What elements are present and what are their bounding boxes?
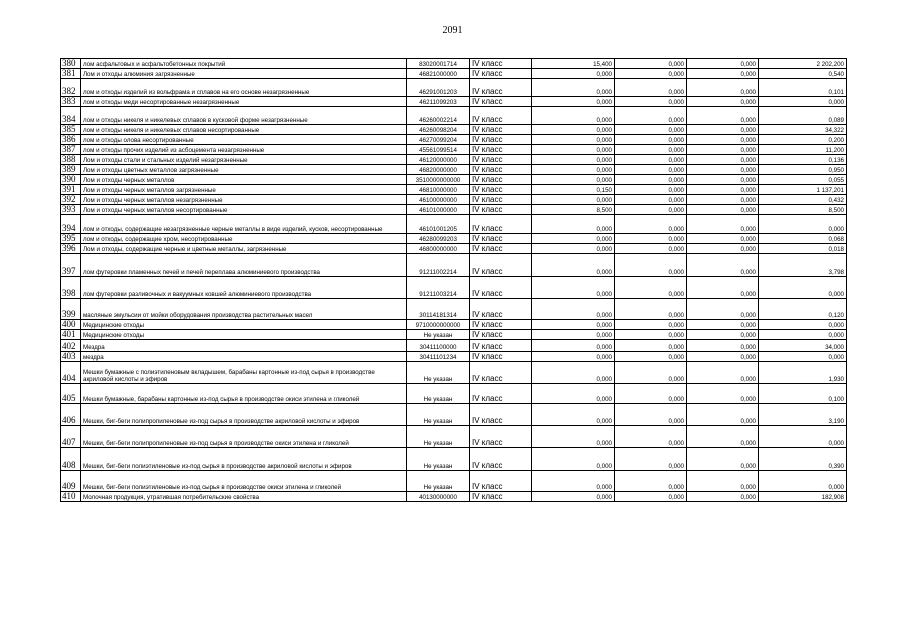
value-1: 0,000 <box>532 254 615 277</box>
value-4: 0,000 <box>759 471 847 492</box>
value-3: 0,000 <box>687 135 759 145</box>
table-body <box>61 59 847 502</box>
hazard-class: IV класс <box>470 320 532 330</box>
value-1: 0,000 <box>532 471 615 492</box>
value-3: 0,000 <box>687 97 759 107</box>
waste-code: Не указан <box>407 448 470 471</box>
table-row <box>61 299 847 320</box>
value-1: 0,000 <box>532 330 615 340</box>
waste-name: Лом и отходы, содержащие черные и цветные металлы, загрязненные <box>81 244 407 254</box>
waste-code: 46211099203 <box>407 97 470 107</box>
value-2: 0,000 <box>615 205 687 215</box>
value-1: 0,000 <box>532 107 615 125</box>
waste-code: 45561099514 <box>407 145 470 155</box>
row-number: 380 <box>61 59 81 69</box>
waste-name: Мешки бумажные, барабаны картонные из-под сырья в производстве окиси этилена и гликолей <box>81 384 407 404</box>
waste-name: лом футеровки разливочных и вакуумных ковшей алюминиевого производства <box>81 277 407 299</box>
value-3: 0,000 <box>687 384 759 404</box>
value-4: 182,908 <box>759 492 847 502</box>
hazard-class: IV класс <box>470 384 532 404</box>
row-number: 382 <box>61 79 81 97</box>
waste-name: Лом и отходы стали и стальных изделий незагрязненные <box>81 155 407 165</box>
row-number: 393 <box>61 205 81 215</box>
value-2: 0,000 <box>615 125 687 135</box>
row-number: 385 <box>61 125 81 135</box>
value-4: 0,000 <box>759 330 847 340</box>
value-3: 0,000 <box>687 234 759 244</box>
waste-code: 9710000000000 <box>407 320 470 330</box>
waste-code: 46270099204 <box>407 135 470 145</box>
waste-code: 46260002214 <box>407 107 470 125</box>
row-number: 390 <box>61 175 81 185</box>
row-number: 391 <box>61 185 81 195</box>
value-2: 0,000 <box>615 277 687 299</box>
waste-name: лом и отходы меди несортированные незагрязненные <box>81 97 407 107</box>
value-4: 11,200 <box>759 145 847 155</box>
value-4: 3,798 <box>759 254 847 277</box>
value-1: 0,000 <box>532 125 615 135</box>
value-1: 0,000 <box>532 69 615 79</box>
value-3: 0,000 <box>687 426 759 448</box>
table-row <box>61 330 847 340</box>
table-row <box>61 125 847 135</box>
value-2: 0,000 <box>615 107 687 125</box>
value-2: 0,000 <box>615 384 687 404</box>
value-1: 0,000 <box>532 492 615 502</box>
value-4: 0,100 <box>759 384 847 404</box>
value-4: 0,101 <box>759 79 847 97</box>
value-4: 0,068 <box>759 234 847 244</box>
value-2: 0,000 <box>615 492 687 502</box>
value-1: 0,000 <box>532 352 615 362</box>
waste-code: Не указан <box>407 404 470 426</box>
hazard-class: IV класс <box>470 362 532 384</box>
table-row <box>61 448 847 471</box>
table-row <box>61 185 847 195</box>
value-4: 0,000 <box>759 320 847 330</box>
value-1: 0,000 <box>532 277 615 299</box>
value-2: 0,000 <box>615 299 687 320</box>
waste-name: Лом и отходы черных металлов загрязненные <box>81 185 407 195</box>
table-row <box>61 69 847 79</box>
table-row <box>61 362 847 384</box>
value-4: 0,000 <box>759 426 847 448</box>
value-3: 0,000 <box>687 404 759 426</box>
waste-code: 46100000000 <box>407 195 470 205</box>
table-row <box>61 175 847 185</box>
waste-code: 30411100000 <box>407 340 470 352</box>
hazard-class: IV класс <box>470 205 532 215</box>
value-4: 1,930 <box>759 362 847 384</box>
waste-code: 46120000000 <box>407 155 470 165</box>
table-row <box>61 107 847 125</box>
hazard-class: IV класс <box>470 448 532 471</box>
value-1: 0,000 <box>532 244 615 254</box>
table-row <box>61 352 847 362</box>
waste-name: Лом и отходы черных металлов незагрязненные <box>81 195 407 205</box>
value-4: 0,018 <box>759 244 847 254</box>
waste-name: Мешки, биг-беги полиэтиленовые из-под сырья в производстве акриловой кислоты и эфиров <box>81 448 407 471</box>
table-row <box>61 277 847 299</box>
value-3: 0,000 <box>687 69 759 79</box>
value-4: 34,322 <box>759 125 847 135</box>
hazard-class: IV класс <box>470 175 532 185</box>
waste-name: Лом и отходы алюминия загрязненные <box>81 69 407 79</box>
value-4: 0,000 <box>759 97 847 107</box>
table-row <box>61 426 847 448</box>
waste-name: лом футеровки пламенных печей и печей переплава алюминиевого производства <box>81 254 407 277</box>
row-number: 410 <box>61 492 81 502</box>
waste-code: 46821000000 <box>407 69 470 79</box>
value-4: 3,190 <box>759 404 847 426</box>
table-row <box>61 471 847 492</box>
hazard-class: IV класс <box>470 185 532 195</box>
hazard-class: IV класс <box>470 234 532 244</box>
row-number: 386 <box>61 135 81 145</box>
row-number: 387 <box>61 145 81 155</box>
hazard-class: IV класс <box>470 330 532 340</box>
row-number: 400 <box>61 320 81 330</box>
waste-code: Не указан <box>407 471 470 492</box>
hazard-class: IV класс <box>470 79 532 97</box>
hazard-class: IV класс <box>470 107 532 125</box>
value-2: 0,000 <box>615 165 687 175</box>
value-3: 0,000 <box>687 492 759 502</box>
row-number: 383 <box>61 97 81 107</box>
hazard-class: IV класс <box>470 97 532 107</box>
value-3: 0,000 <box>687 299 759 320</box>
row-number: 401 <box>61 330 81 340</box>
value-2: 0,000 <box>615 97 687 107</box>
hazard-class: IV класс <box>470 59 532 69</box>
value-4: 0,200 <box>759 135 847 145</box>
value-3: 0,000 <box>687 145 759 155</box>
hazard-class: IV класс <box>470 471 532 492</box>
value-2: 0,000 <box>615 254 687 277</box>
value-3: 0,000 <box>687 352 759 362</box>
row-number: 389 <box>61 165 81 175</box>
value-4: 0,055 <box>759 175 847 185</box>
waste-code: 46101001205 <box>407 215 470 234</box>
table-row <box>61 59 847 69</box>
value-2: 0,000 <box>615 59 687 69</box>
waste-code: 91211002214 <box>407 254 470 277</box>
value-2: 0,000 <box>615 352 687 362</box>
value-3: 0,000 <box>687 205 759 215</box>
hazard-class: IV класс <box>470 69 532 79</box>
waste-code: 46820000000 <box>407 165 470 175</box>
page-number: 2091 <box>442 25 463 36</box>
value-2: 0,000 <box>615 175 687 185</box>
value-3: 0,000 <box>687 448 759 471</box>
value-3: 0,000 <box>687 340 759 352</box>
value-4: 0,136 <box>759 155 847 165</box>
table-row <box>61 155 847 165</box>
hazard-class: IV класс <box>470 155 532 165</box>
hazard-class: IV класс <box>470 340 532 352</box>
table-row <box>61 320 847 330</box>
value-1: 0,150 <box>532 185 615 195</box>
table-row <box>61 79 847 97</box>
value-1: 0,000 <box>532 299 615 320</box>
value-2: 0,000 <box>615 155 687 165</box>
waste-code: 30411101234 <box>407 352 470 362</box>
value-1: 0,000 <box>532 215 615 234</box>
row-number: 384 <box>61 107 81 125</box>
hazard-class: IV класс <box>470 426 532 448</box>
value-4: 0,950 <box>759 165 847 175</box>
value-1: 0,000 <box>532 135 615 145</box>
waste-code: Не указан <box>407 426 470 448</box>
value-3: 0,000 <box>687 125 759 135</box>
row-number: 381 <box>61 69 81 79</box>
hazard-class: IV класс <box>470 254 532 277</box>
value-4: 8,500 <box>759 205 847 215</box>
value-3: 0,000 <box>687 244 759 254</box>
waste-code: 91211003214 <box>407 277 470 299</box>
table-row <box>61 492 847 502</box>
waste-code: 46800000000 <box>407 244 470 254</box>
value-3: 0,000 <box>687 165 759 175</box>
value-3: 0,000 <box>687 79 759 97</box>
table-row <box>61 254 847 277</box>
table-row <box>61 340 847 352</box>
value-4: 1 137,201 <box>759 185 847 195</box>
value-1: 0,000 <box>532 145 615 155</box>
waste-name: Медицинские отходы <box>81 320 407 330</box>
waste-name: масляные эмульсии от мойки оборудования производства растительных масел <box>81 299 407 320</box>
waste-code: Не указан <box>407 330 470 340</box>
waste-name: Мездра <box>81 340 407 352</box>
value-1: 8,500 <box>532 205 615 215</box>
table-row <box>61 234 847 244</box>
waste-name: лом и отходы никеля и никелевых сплавов в кусковой форме незагрязненные <box>81 107 407 125</box>
value-1: 0,000 <box>532 195 615 205</box>
value-2: 0,000 <box>615 215 687 234</box>
row-number: 408 <box>61 448 81 471</box>
waste-code: 46260098204 <box>407 125 470 135</box>
value-4: 0,000 <box>759 215 847 234</box>
hazard-class: IV класс <box>470 195 532 205</box>
value-1: 15,400 <box>532 59 615 69</box>
table-row <box>61 135 847 145</box>
hazard-class: IV класс <box>470 135 532 145</box>
waste-name: мездра <box>81 352 407 362</box>
waste-code: 46810000000 <box>407 185 470 195</box>
waste-name: Мешки, биг-беги полипропиленовые из-под сырья в производстве окиси этилена и гликолей <box>81 426 407 448</box>
value-2: 0,000 <box>615 195 687 205</box>
value-2: 0,000 <box>615 234 687 244</box>
value-1: 0,000 <box>532 79 615 97</box>
waste-name: Мешки бумажные с полиэтиленовым вкладышем, барабаны картонные из-под сырья в производстве акриловой кислоты и эфиров <box>81 362 407 384</box>
value-3: 0,000 <box>687 59 759 69</box>
hazard-class: IV класс <box>470 125 532 135</box>
value-3: 0,000 <box>687 320 759 330</box>
value-3: 0,000 <box>687 185 759 195</box>
waste-name: Молочная продукция, утратившая потребительские свойства <box>81 492 407 502</box>
value-4: 2 202,200 <box>759 59 847 69</box>
value-1: 0,000 <box>532 448 615 471</box>
value-4: 0,000 <box>759 277 847 299</box>
waste-code: 3510000000000 <box>407 175 470 185</box>
row-number: 397 <box>61 254 81 277</box>
hazard-class: IV класс <box>470 404 532 426</box>
row-number: 404 <box>61 362 81 384</box>
value-4: 0,432 <box>759 195 847 205</box>
table-row <box>61 244 847 254</box>
row-number: 394 <box>61 215 81 234</box>
value-2: 0,000 <box>615 79 687 97</box>
value-3: 0,000 <box>687 254 759 277</box>
table-row <box>61 215 847 234</box>
waste-name: Мешки, биг-беги полипропиленовые из-под сырья в производстве акриловой кислоты и эфиров <box>81 404 407 426</box>
value-2: 0,000 <box>615 320 687 330</box>
value-3: 0,000 <box>687 155 759 165</box>
table-row <box>61 384 847 404</box>
value-2: 0,000 <box>615 185 687 195</box>
row-number: 405 <box>61 384 81 404</box>
waste-name: лом и отходы прочих изделий из асбоцемента незагрязненные <box>81 145 407 155</box>
row-number: 406 <box>61 404 81 426</box>
value-4: 34,000 <box>759 340 847 352</box>
value-3: 0,000 <box>687 195 759 205</box>
value-1: 0,000 <box>532 97 615 107</box>
row-number: 396 <box>61 244 81 254</box>
value-2: 0,000 <box>615 69 687 79</box>
waste-name: лом и отходы олова несортированные <box>81 135 407 145</box>
waste-name: Лом и отходы черных металлов несортированные <box>81 205 407 215</box>
value-4: 0,540 <box>759 69 847 79</box>
value-1: 0,000 <box>532 362 615 384</box>
hazard-class: IV класс <box>470 215 532 234</box>
value-4: 0,089 <box>759 107 847 125</box>
row-number: 399 <box>61 299 81 320</box>
waste-code: 30114181314 <box>407 299 470 320</box>
value-3: 0,000 <box>687 277 759 299</box>
table-row <box>61 404 847 426</box>
hazard-class: IV класс <box>470 277 532 299</box>
hazard-class: IV класс <box>470 145 532 155</box>
value-1: 0,000 <box>532 384 615 404</box>
value-2: 0,000 <box>615 448 687 471</box>
value-4: 0,000 <box>759 352 847 362</box>
waste-name: лом и отходы никеля и никелевых сплавов несортированные <box>81 125 407 135</box>
hazard-class: IV класс <box>470 492 532 502</box>
value-3: 0,000 <box>687 215 759 234</box>
value-4: 0,390 <box>759 448 847 471</box>
waste-name: лом и отходы изделий из вольфрама и сплавов на его основе незагрязненные <box>81 79 407 97</box>
value-2: 0,000 <box>615 244 687 254</box>
waste-name: Мешки, биг-беги полиэтиленовые из-под сырья в производстве окиси этилена и гликолей <box>81 471 407 492</box>
value-1: 0,000 <box>532 340 615 352</box>
table-row <box>61 145 847 155</box>
value-1: 0,000 <box>532 175 615 185</box>
value-2: 0,000 <box>615 145 687 155</box>
value-1: 0,000 <box>532 234 615 244</box>
row-number: 395 <box>61 234 81 244</box>
row-number: 388 <box>61 155 81 165</box>
value-3: 0,000 <box>687 107 759 125</box>
value-3: 0,000 <box>687 175 759 185</box>
value-3: 0,000 <box>687 471 759 492</box>
value-2: 0,000 <box>615 330 687 340</box>
value-3: 0,000 <box>687 330 759 340</box>
waste-table <box>60 58 847 502</box>
row-number: 409 <box>61 471 81 492</box>
hazard-class: IV класс <box>470 299 532 320</box>
value-2: 0,000 <box>615 340 687 352</box>
waste-code: 83020001714 <box>407 59 470 69</box>
waste-code: Не указан <box>407 362 470 384</box>
table-row <box>61 205 847 215</box>
row-number: 407 <box>61 426 81 448</box>
table-row <box>61 97 847 107</box>
row-number: 392 <box>61 195 81 205</box>
hazard-class: IV класс <box>470 165 532 175</box>
waste-name: лом и отходы, содержащие незагрязненные черные металлы в виде изделий, кусков, несортированные <box>81 215 407 234</box>
row-number: 398 <box>61 277 81 299</box>
waste-name: лом асфальтовых и асфальтобетонных покрытий <box>81 59 407 69</box>
waste-name: лом и отходы, содержащие хром, несортированные <box>81 234 407 244</box>
value-2: 0,000 <box>615 404 687 426</box>
value-1: 0,000 <box>532 155 615 165</box>
value-1: 0,000 <box>532 404 615 426</box>
hazard-class: IV класс <box>470 244 532 254</box>
waste-name: Медицинские отходы <box>81 330 407 340</box>
value-4: 0,120 <box>759 299 847 320</box>
waste-code: 46101000000 <box>407 205 470 215</box>
value-2: 0,000 <box>615 426 687 448</box>
value-3: 0,000 <box>687 362 759 384</box>
row-number: 402 <box>61 340 81 352</box>
waste-name: Лом и отходы цветных металлов загрязненные <box>81 165 407 175</box>
waste-code: 46291001203 <box>407 79 470 97</box>
waste-code: 40130000000 <box>407 492 470 502</box>
waste-name: Лом и отходы черных металлов <box>81 175 407 185</box>
value-1: 0,000 <box>532 165 615 175</box>
value-1: 0,000 <box>532 426 615 448</box>
waste-code: Не указан <box>407 384 470 404</box>
value-2: 0,000 <box>615 135 687 145</box>
row-number: 403 <box>61 352 81 362</box>
value-2: 0,000 <box>615 362 687 384</box>
value-1: 0,000 <box>532 320 615 330</box>
table-row <box>61 165 847 175</box>
table-row <box>61 195 847 205</box>
waste-code: 46280099203 <box>407 234 470 244</box>
hazard-class: IV класс <box>470 352 532 362</box>
value-2: 0,000 <box>615 471 687 492</box>
